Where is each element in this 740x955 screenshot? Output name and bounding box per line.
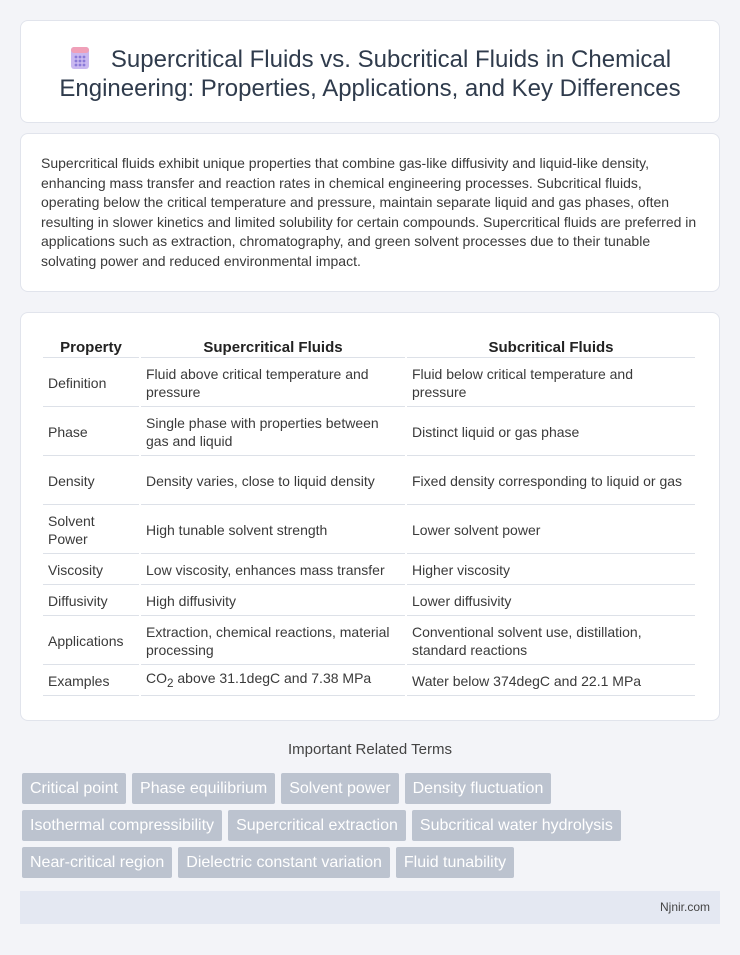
tag-supercritical-extraction[interactable]: Supercritical extraction [228, 810, 406, 841]
cell-property: Density [43, 458, 139, 505]
page-title [41, 45, 699, 103]
table-row [43, 409, 695, 456]
cell-supercritical: Extraction, chemical reactions, material processing [141, 618, 405, 665]
cell-property: Definition [43, 360, 139, 407]
cell-property: Applications [43, 618, 139, 665]
title-line-1: Supercritical Fluids vs. Subcritical Fluids in Chemical [110, 46, 672, 73]
tag-critical-point[interactable]: Critical point [22, 773, 126, 804]
cell-subcritical: Distinct liquid or gas phase [407, 409, 695, 456]
tag-solvent-power[interactable]: Solvent power [281, 773, 398, 804]
related-terms-tags [22, 773, 722, 884]
cell-subcritical: Higher viscosity [407, 556, 695, 585]
table-row [43, 458, 695, 505]
cell-subcritical: Lower solvent power [407, 507, 695, 554]
cell-supercritical [141, 667, 405, 696]
comparison-card [20, 312, 720, 721]
co2-formula: CO [146, 670, 167, 687]
footer-site-link[interactable]: Njnir.com [659, 900, 710, 914]
table-header-row [43, 333, 695, 358]
comparison-table [41, 331, 697, 698]
table-row [43, 667, 695, 696]
cell-subcritical: Water below 374degC and 22.1 MPa [407, 667, 695, 696]
related-terms-heading: Important Related Terms [288, 741, 452, 758]
title-line-2: Engineering: Properties, Applications, and Key Differences [59, 75, 681, 102]
tag-phase-equilibrium[interactable]: Phase equilibrium [132, 773, 275, 804]
cell-subcritical: Fixed density corresponding to liquid or gas [407, 458, 695, 505]
header-supercritical: Supercritical Fluids [141, 333, 405, 358]
intro-paragraph: Supercritical fluids exhibit unique properties that combine gas-like diffusivity and liquid-like density, enhancing mass transfer and reaction rates in chemical engineering processes. Subcritical fluids, operating below the critical temperature and pressure, maintain separate liquid and gas phases, often resulting in slower kinetics and limited solubility for certain compounds. Supercritical fluids are preferred in applications such as extraction, chromatography, and green solvent processes due to their tunable solvating power and reduced environmental impact. [41, 155, 697, 269]
tag-isothermal-compressibility[interactable]: Isothermal compressibility [22, 810, 222, 841]
table-row [43, 618, 695, 665]
intro-card [20, 133, 720, 292]
title-card [20, 20, 720, 123]
cell-property: Viscosity [43, 556, 139, 585]
cell-subcritical: Conventional solvent use, distillation, standard reactions [407, 618, 695, 665]
tag-fluid-tunability[interactable]: Fluid tunability [396, 847, 514, 878]
tag-subcritical-water-hydrolysis[interactable]: Subcritical water hydrolysis [412, 810, 621, 841]
cell-supercritical: Single phase with properties between gas and liquid [141, 409, 405, 456]
tag-row [22, 810, 722, 841]
tag-row [22, 773, 722, 804]
header-property: Property [43, 333, 139, 358]
document-icon [69, 46, 91, 70]
tag-density-fluctuation[interactable]: Density fluctuation [405, 773, 552, 804]
tag-row [22, 847, 722, 878]
cell-subcritical: Lower diffusivity [407, 587, 695, 616]
co2-subscript: 2 [167, 676, 174, 690]
footer [20, 891, 720, 924]
cell-subcritical: Fluid below critical temperature and pressure [407, 360, 695, 407]
cell-supercritical: Density varies, close to liquid density [141, 458, 405, 505]
header-subcritical: Subcritical Fluids [407, 333, 695, 358]
examples-supercritical-text: above 31.1degC and 7.38 MPa [173, 670, 372, 687]
cell-supercritical: High diffusivity [141, 587, 405, 616]
cell-property: Phase [43, 409, 139, 456]
cell-property: Solvent Power [43, 507, 139, 554]
tag-near-critical-region[interactable]: Near-critical region [22, 847, 172, 878]
table-row [43, 360, 695, 407]
cell-property: Diffusivity [43, 587, 139, 616]
table-row [43, 556, 695, 585]
cell-supercritical: Fluid above critical temperature and pressure [141, 360, 405, 407]
cell-property: Examples [43, 667, 139, 696]
cell-supercritical: High tunable solvent strength [141, 507, 405, 554]
tag-dielectric-constant-variation[interactable]: Dielectric constant variation [178, 847, 390, 878]
table-row [43, 587, 695, 616]
cell-supercritical: Low viscosity, enhances mass transfer [141, 556, 405, 585]
table-row [43, 507, 695, 554]
